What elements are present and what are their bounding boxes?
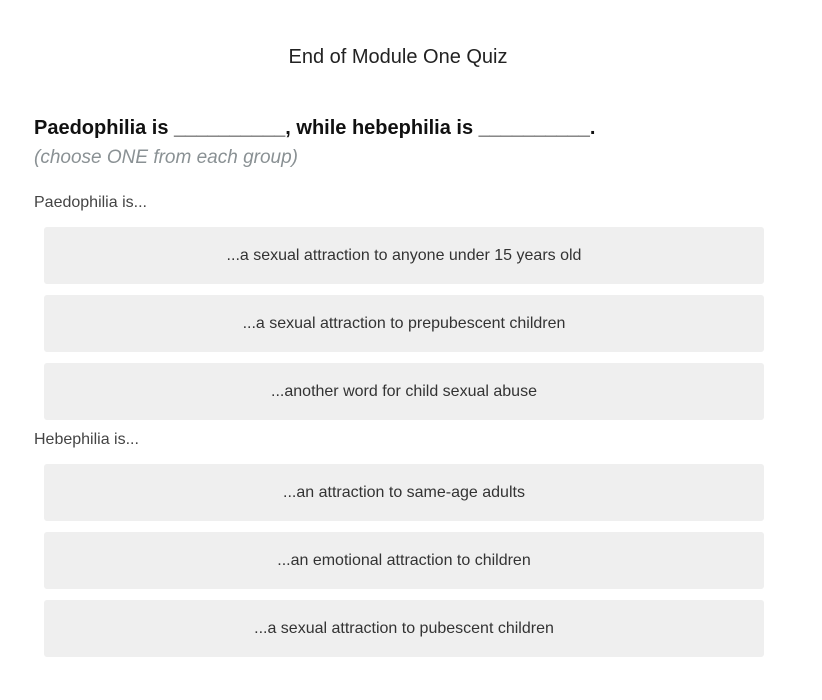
question-instruction: (choose ONE from each group) (34, 147, 299, 168)
answer-option[interactable]: ...an emotional attraction to children (44, 532, 764, 589)
answer-option[interactable]: ...a sexual attraction to pubescent children (44, 600, 764, 657)
answer-option[interactable]: ...a sexual attraction to prepubescent children (44, 295, 764, 352)
group-label-hebephilia: Hebephilia is... (34, 431, 139, 448)
group-label-paedophilia: Paedophilia is... (34, 194, 147, 211)
option-group-paedophilia (44, 227, 764, 431)
question-text: Paedophilia is __________, while hebephilia is __________. (34, 117, 596, 139)
quiz-title: End of Module One Quiz (288, 46, 508, 68)
answer-option[interactable]: ...a sexual attraction to anyone under 15 years old (44, 227, 764, 284)
option-group-hebephilia (44, 464, 764, 668)
answer-option[interactable]: ...another word for child sexual abuse (44, 363, 764, 420)
answer-option[interactable]: ...an attraction to same-age adults (44, 464, 764, 521)
